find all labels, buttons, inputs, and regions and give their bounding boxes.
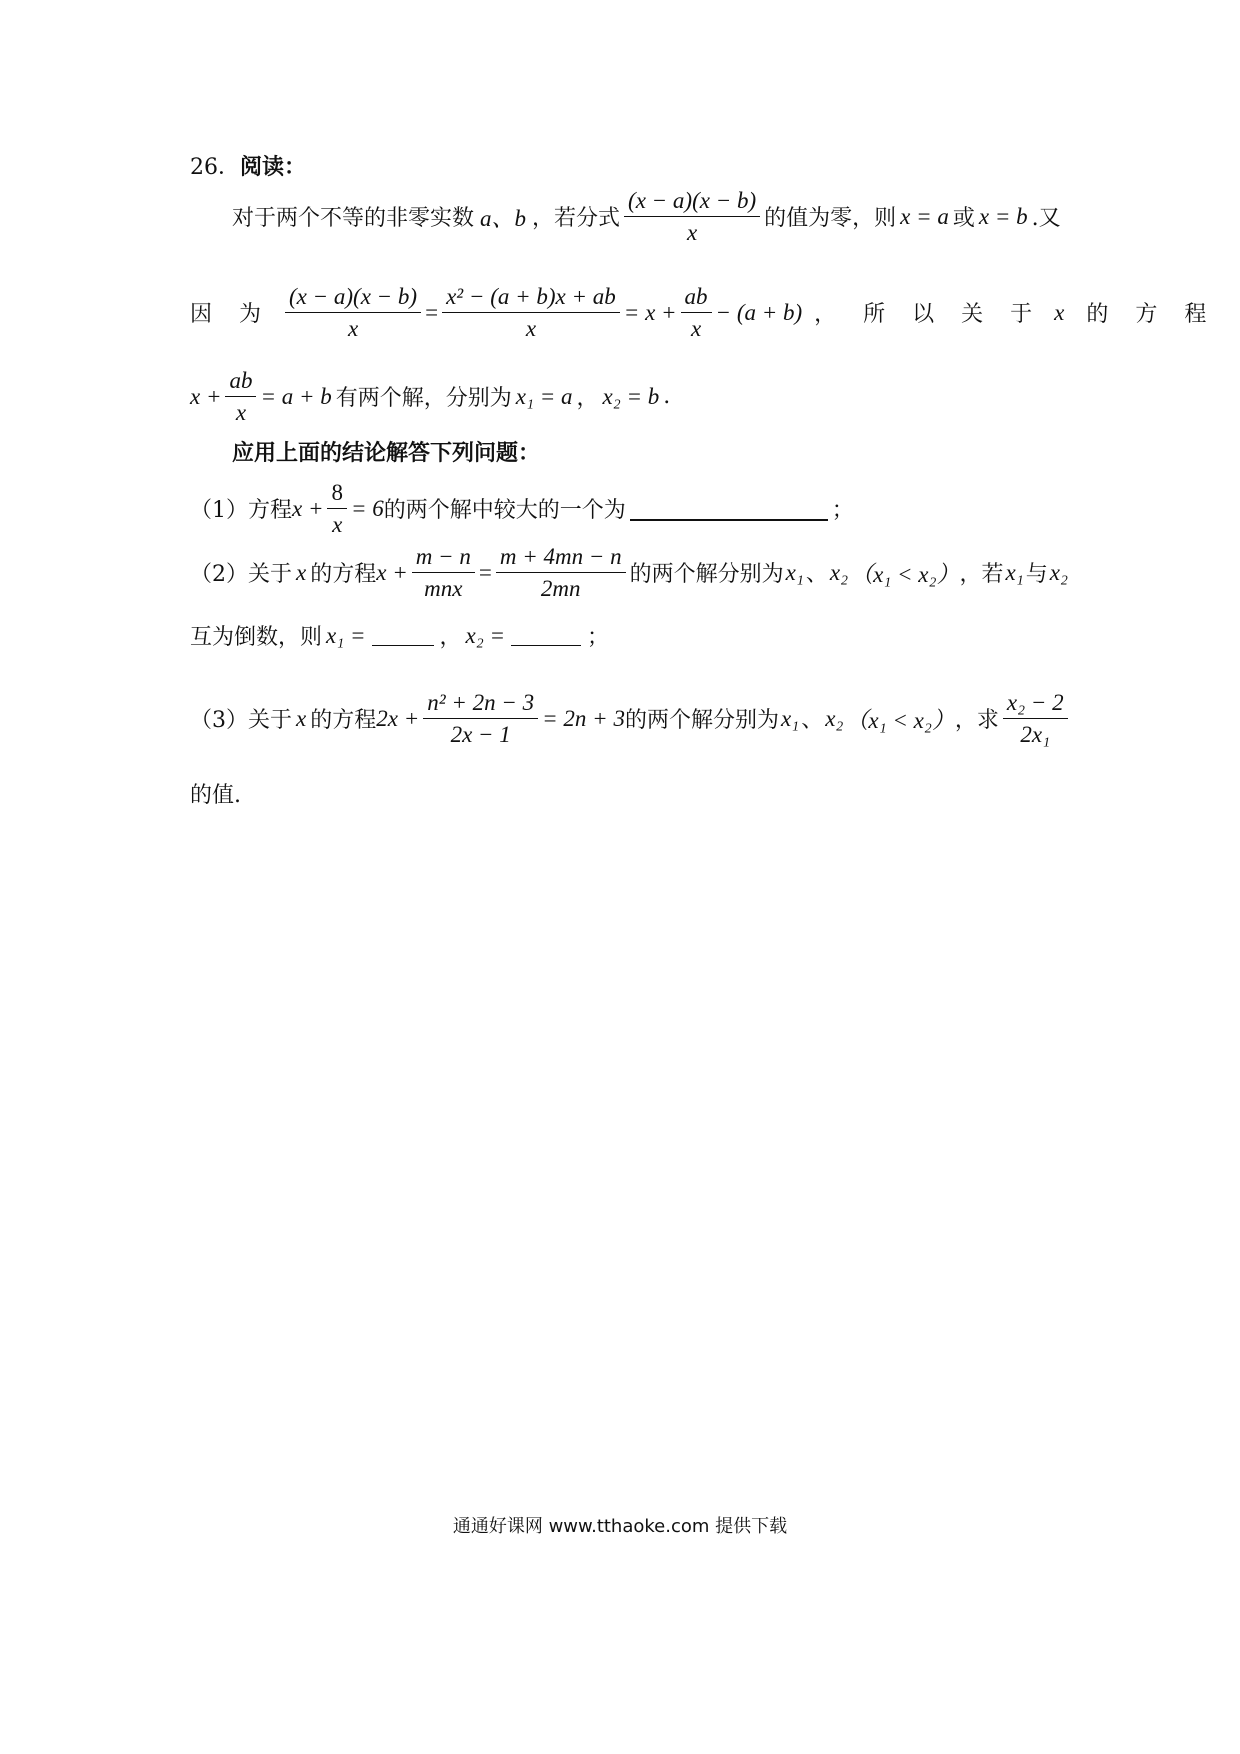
- text: ， 所 以 关 于: [814, 302, 1043, 328]
- fraction-denominator: x: [686, 220, 698, 246]
- text: ，若: [959, 562, 1004, 588]
- text: ，若分式: [532, 206, 621, 232]
- fraction-denominator: x: [347, 316, 359, 342]
- fraction-ab-over-x: [681, 284, 712, 342]
- question-3-line-2: 的值.: [190, 783, 241, 808]
- text: 的两个解中较大的一个为: [383, 498, 626, 524]
- math-x2: x₂: [829, 559, 849, 585]
- text: 有两个解，分别为: [335, 386, 512, 412]
- text: 的值为零，则: [764, 206, 897, 232]
- question-label: （3）关于: [190, 708, 292, 734]
- math-condition: （x₁ < x₂）: [850, 562, 960, 588]
- text: 的 方 程: [1086, 302, 1217, 328]
- fraction-numerator: 8: [327, 480, 347, 509]
- text: 的两个解分别为: [624, 708, 779, 734]
- math-x1-eq: x₁ =: [326, 622, 366, 648]
- question-3: [190, 690, 1072, 748]
- text: 互为倒数，则: [190, 625, 323, 650]
- fraction-denominator: x: [525, 316, 537, 342]
- text: 的方程: [310, 562, 377, 588]
- fraction-numerator: x² − (a + b)x + ab: [442, 284, 620, 313]
- question-2: （2）关于 x 的方程 x + $\frac{m - n}{\text{mnx}}$ = $\frac{m + 4mn - n}{2mn}$ 的两个解分别为 x₁ 、 x₂ （x₁ < x₂） ，若 x₁ 与 x₂: [190, 544, 1068, 602]
- fraction-numerator: m − n: [412, 544, 475, 573]
- fraction-denominator: 2mn: [540, 576, 581, 602]
- fraction-numerator: m + 4mn − n: [496, 544, 626, 573]
- answer-blank[interactable]: [630, 497, 828, 521]
- fraction-ab-over-x: [225, 368, 256, 426]
- fraction-2: [442, 284, 620, 342]
- text: 对于两个不等的非零实数: [232, 206, 475, 232]
- problem-title: 阅读：: [240, 154, 307, 180]
- math-x: x: [296, 705, 307, 731]
- fraction-numerator: ab: [681, 284, 712, 313]
- math-x-eq-a: x = a: [900, 203, 949, 229]
- fraction-denominator: x: [235, 400, 247, 426]
- fraction-numerator: x₂ − 2: [1003, 690, 1068, 719]
- answer-blank-x2[interactable]: [511, 625, 581, 646]
- math-text: = 2n + 3: [542, 705, 625, 731]
- question-label: （1）方程: [190, 498, 292, 524]
- fraction-m-n-over-mnx: [412, 544, 475, 602]
- math-x1: x₁: [1005, 559, 1024, 585]
- fraction-numerator: ab: [225, 368, 256, 397]
- question-2-line-2: [190, 620, 609, 651]
- fraction-8-over-x: [327, 480, 347, 538]
- reading-paragraph-2: 因 为 $\frac{(x - a)(x - b)}{x}$ = $\frac{\text{x² − (a + b)x + ab}}{x}$ = x + $\frac{ab}{x}$ − (a + b) ， 所 以 关 于 x 的 方 程: [190, 284, 1217, 342]
- question-1: [190, 480, 854, 538]
- math-solution-1: x₁ = a: [515, 383, 573, 409]
- problem-title-line: [190, 150, 306, 181]
- math-text: = 6: [350, 495, 384, 521]
- text: 因 为: [190, 302, 271, 328]
- text: 的方程: [310, 708, 377, 734]
- math-x1: x₁: [785, 559, 804, 585]
- footer-credit: 通通好课网 www.tthaoke.com 提供下载: [452, 1516, 788, 1537]
- math-solution-2: x₂ = b: [602, 383, 660, 409]
- text: 或: [952, 206, 975, 232]
- math-ab: a、b: [480, 206, 527, 232]
- math-text: = x +: [623, 299, 677, 325]
- math-x2-eq: x₂ =: [465, 622, 505, 648]
- text: .又: [1031, 206, 1061, 232]
- apply-heading: 应用上面的结论解答下列问题：: [232, 440, 541, 466]
- fraction-denominator: x: [332, 512, 343, 538]
- math-text: x +: [292, 495, 324, 521]
- text: ，: [439, 625, 462, 650]
- text: 的两个解分别为: [629, 562, 784, 588]
- math-x2: x₂: [1049, 559, 1068, 585]
- math-x-eq-b: x = b: [978, 203, 1028, 229]
- fraction-n2-2n-3-over-2x-1: [423, 690, 538, 748]
- fraction-numerator: n² + 2n − 3: [423, 690, 538, 719]
- fraction-m-4mn-n-over-2mn: [496, 544, 626, 602]
- answer-blank-x1[interactable]: [372, 625, 434, 646]
- math-x: x: [296, 559, 307, 585]
- question-label: （2）关于: [190, 562, 292, 588]
- problem-number: 26．: [190, 155, 240, 180]
- reading-paragraph-3: [190, 368, 670, 426]
- fraction-1: [285, 284, 421, 342]
- fraction-denominator: 2x₁: [1020, 722, 1051, 748]
- math-x1: x₁: [780, 705, 800, 731]
- text: ，: [576, 386, 599, 412]
- fraction-denominator: mnx: [424, 576, 463, 602]
- text: 、: [801, 708, 824, 734]
- text: ；: [587, 625, 610, 650]
- text: ；: [831, 498, 854, 524]
- math-text: x +: [190, 383, 222, 409]
- math-x2: x₂: [825, 705, 844, 731]
- text: 与: [1025, 562, 1048, 588]
- fraction-x2-2-over-2x1: [1003, 690, 1068, 748]
- math-x: x: [1054, 299, 1065, 325]
- text: ，求: [954, 708, 999, 734]
- fraction-x-a-x-b-over-x: [624, 188, 760, 246]
- fraction-numerator: (x − a)(x − b): [285, 284, 421, 313]
- reading-paragraph-1: [232, 188, 1061, 246]
- math-text: 2x +: [376, 705, 420, 731]
- math-text: = a + b: [260, 383, 332, 409]
- fraction-denominator: x: [690, 316, 702, 342]
- math-condition: （x₁ < x₂）: [845, 708, 955, 734]
- math-text: − (a + b): [715, 299, 803, 325]
- math-text: x +: [376, 559, 408, 585]
- text: .: [663, 384, 671, 410]
- fraction-numerator: (x − a)(x − b): [624, 188, 760, 217]
- fraction-denominator: 2x − 1: [450, 722, 511, 748]
- text: 、: [805, 562, 828, 588]
